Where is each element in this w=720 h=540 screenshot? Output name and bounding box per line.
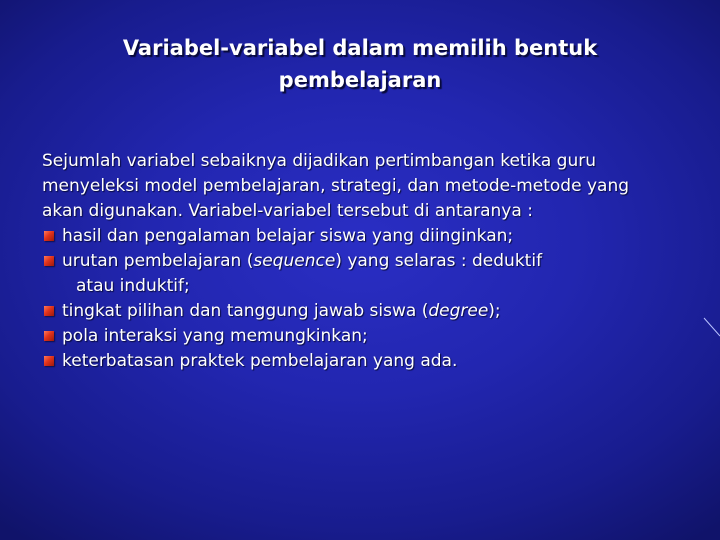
bullet-text-emphasis: degree bbox=[428, 301, 489, 321]
bullet-item-sequence bbox=[42, 249, 682, 299]
slide-title-line-2: pembelajaran bbox=[278, 68, 442, 92]
slide-title-line-1: Variabel-variabel dalam memilih bentuk bbox=[122, 36, 598, 60]
slide-title bbox=[60, 32, 660, 96]
bullet-text-emphasis: sequence bbox=[253, 251, 336, 271]
intro-line-1: Sejumlah variabel sebaiknya dijadikan pertimbangan ketika guru bbox=[42, 151, 597, 171]
bullet-item-constraints bbox=[42, 349, 682, 374]
bullet-text-post: ) yang selaras : deduktif bbox=[335, 251, 543, 271]
bullet-text-post: ); bbox=[488, 301, 501, 321]
bullet-list bbox=[42, 224, 682, 374]
square-bullet-icon bbox=[44, 331, 54, 341]
intro-paragraph bbox=[42, 149, 682, 224]
square-bullet-icon bbox=[44, 356, 54, 366]
square-bullet-icon bbox=[44, 231, 54, 241]
bullet-text-pre: urutan pembelajaran ( bbox=[62, 251, 254, 271]
bullet-text-continuation: atau induktif; bbox=[76, 276, 190, 296]
intro-line-2: menyeleksi model pembelajaran, strategi, dan metode-metode yang bbox=[42, 176, 630, 196]
bullet-text: pola interaksi yang memungkinkan; bbox=[62, 326, 368, 346]
bullet-text: hasil dan pengalaman belajar siswa yang diinginkan; bbox=[62, 226, 514, 246]
bullet-text: keterbatasan praktek pembelajaran yang ada. bbox=[62, 351, 458, 371]
slide-body bbox=[42, 149, 682, 374]
bullet-item-interaction bbox=[42, 324, 682, 349]
bullet-item-learning-outcomes bbox=[42, 224, 682, 249]
intro-line-3: akan digunakan. Variabel-variabel tersebut di antaranya : bbox=[42, 201, 533, 221]
decorative-line bbox=[702, 316, 720, 338]
bullet-item-degree bbox=[42, 299, 682, 324]
bullet-text-pre: tingkat pilihan dan tanggung jawab siswa ( bbox=[62, 301, 429, 321]
square-bullet-icon bbox=[44, 306, 54, 316]
square-bullet-icon bbox=[44, 256, 54, 266]
